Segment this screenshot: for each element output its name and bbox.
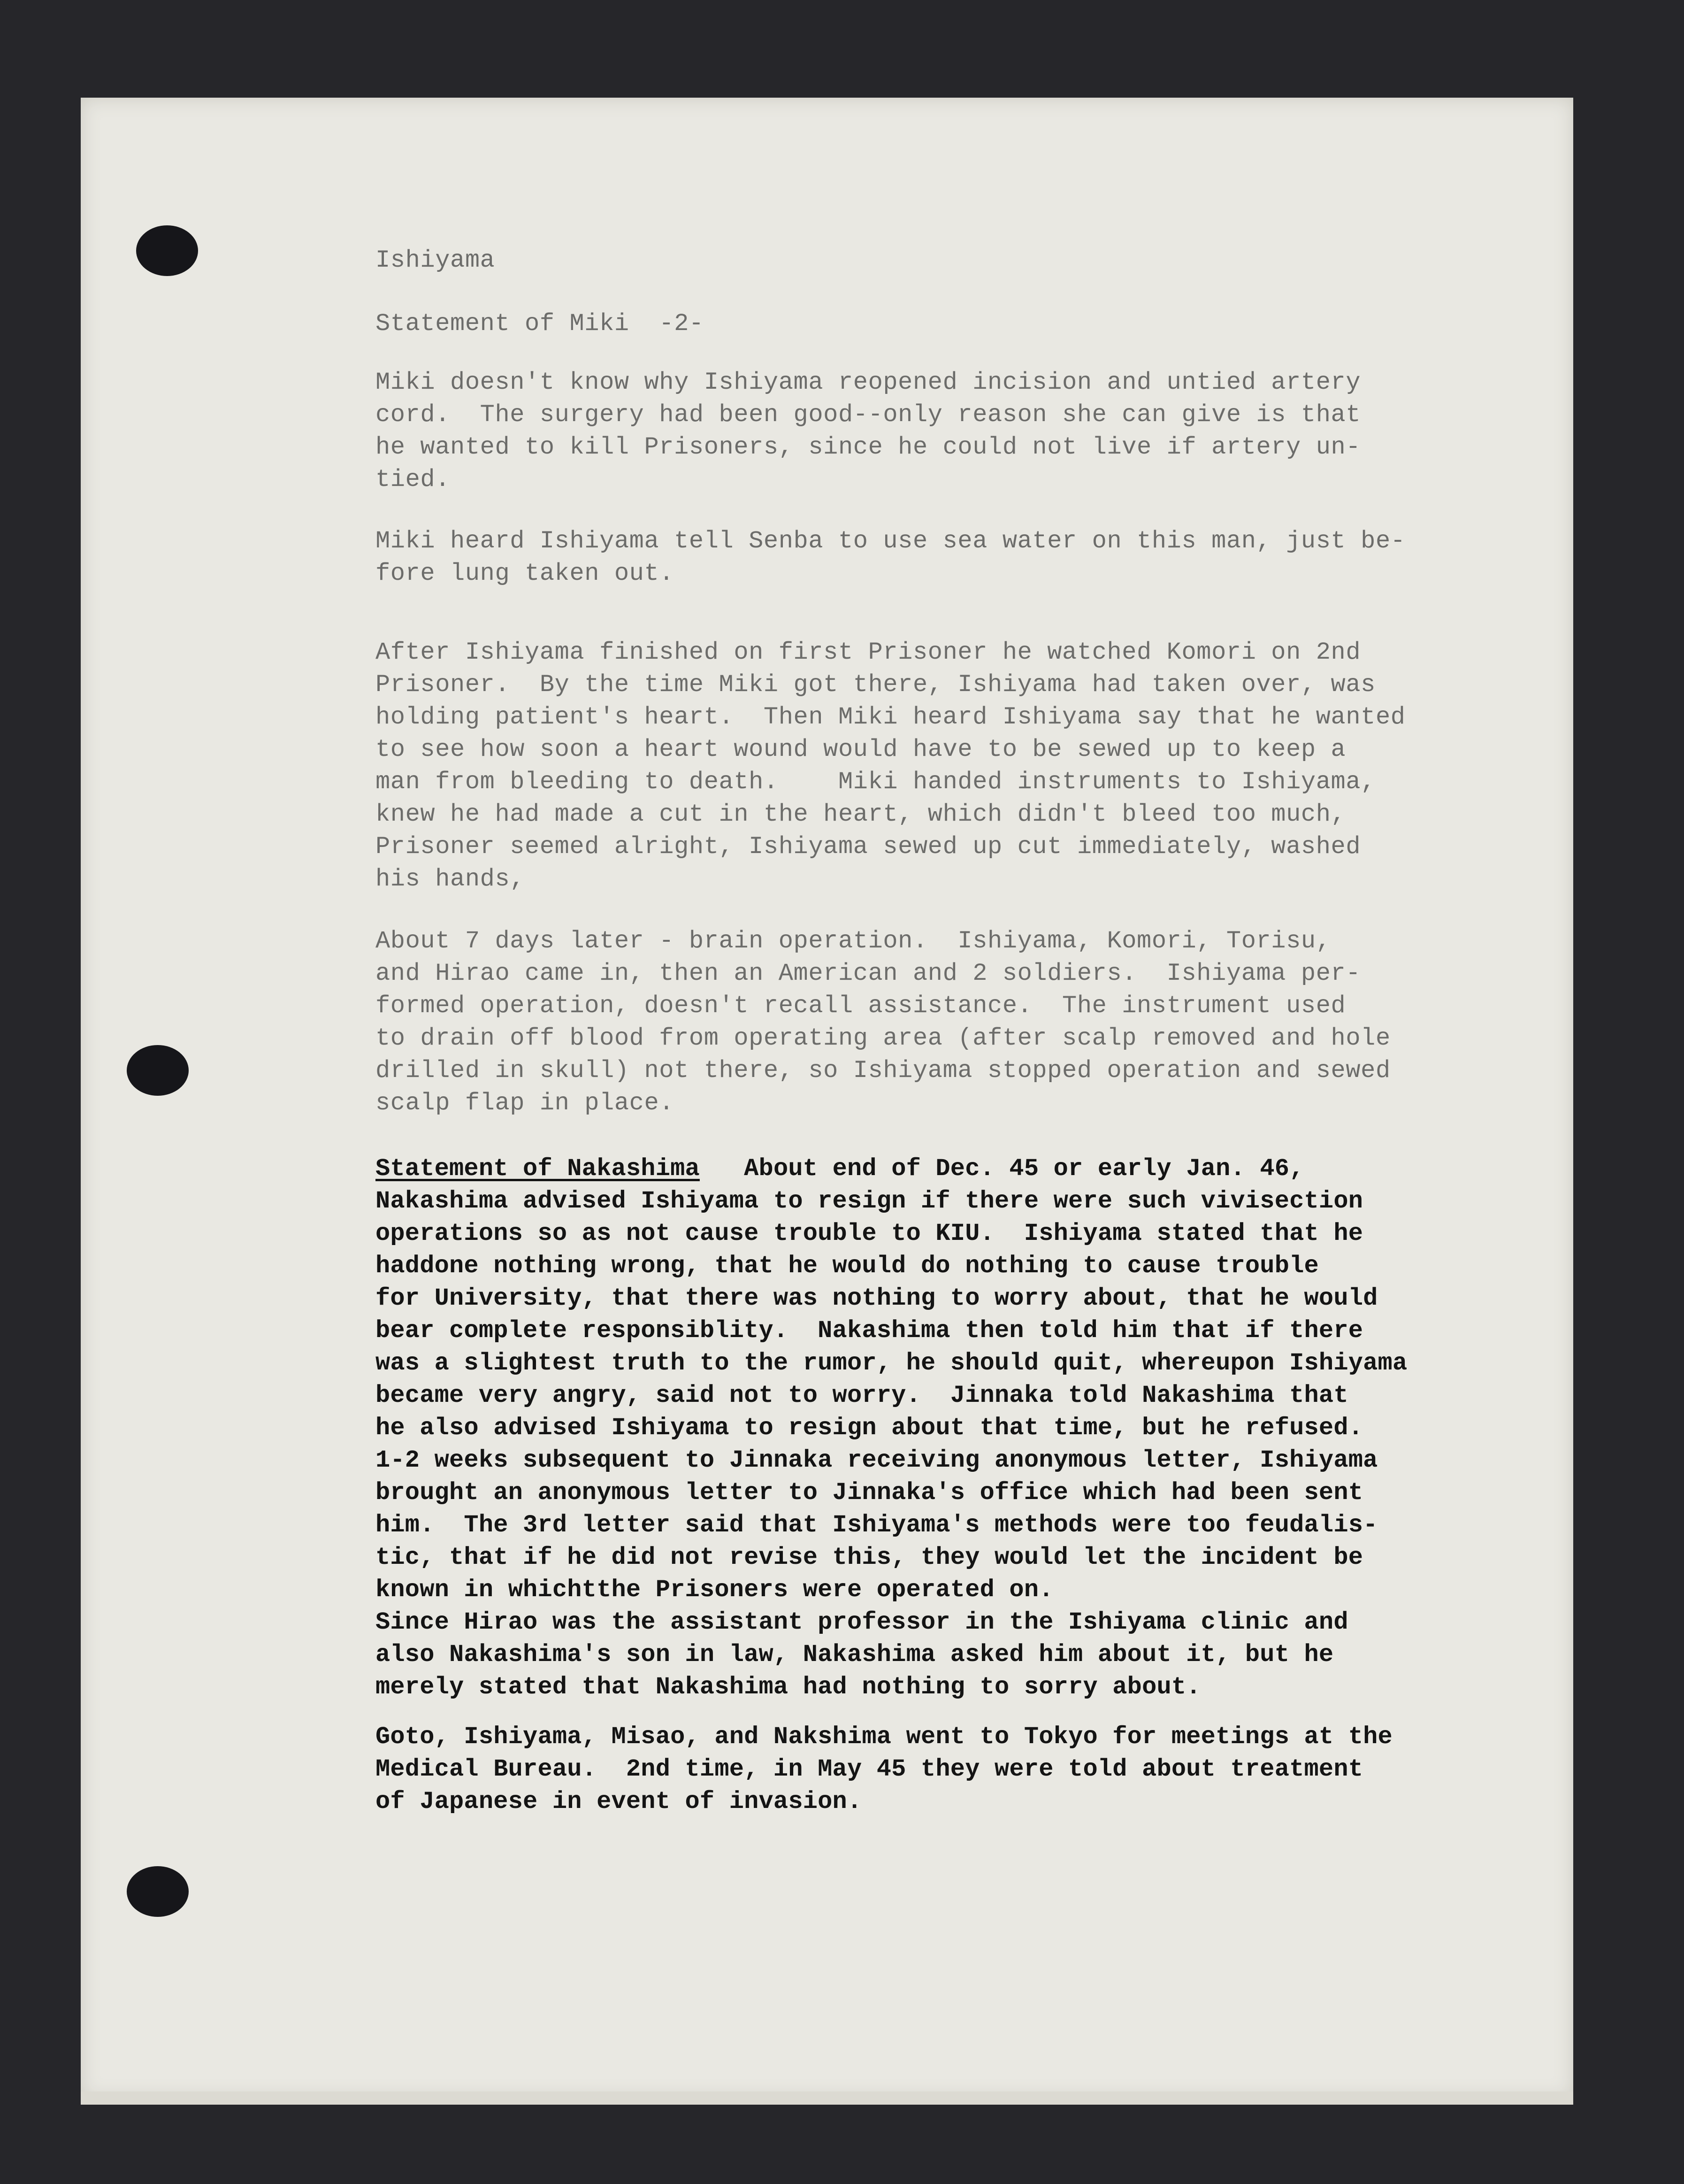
- miki-paragraph-1: Miki doesn't know why Ishiyama reopened incision and untied artery cord. The surgery had been good--only reason she can give is that he wanted to kill Prisoners, since he could not live if artery un- tied.: [375, 369, 1361, 493]
- paper-bottom-edge: [81, 2092, 1573, 2105]
- miki-paragraph-3: After Ishiyama finished on first Prisoner he watched Komori on 2nd Prisoner. By the time Miki got there, Ishiyama had taken over, was holding patient's heart. Then Miki heard Ishiyama say that he wanted to see how soon a heart wound would have to be sewed up to keep a man from bleeding to death. Miki handed instruments to Ishiyama, knew he had made a cut in the heart, which didn't bleed too much, Prisoner seemed alright, Ishiyama sewed up cut immediately, washed his hands,: [375, 638, 1406, 893]
- nakashima-statement-heading: Statement of Nakashima: [375, 1155, 700, 1183]
- closing-paragraph: Goto, Ishiyama, Misao, and Nakshima went to Tokyo for meetings at the Medical Bureau. 2nd time, in May 45 they were told about treatment of Japanese in event of invasion.: [375, 1723, 1393, 1815]
- nakashima-first-line: [375, 1153, 1525, 1185]
- punch-hole-top: [136, 225, 198, 276]
- nakashima-intro-text: About end of Dec. 45 or early Jan. 46,: [699, 1155, 1304, 1183]
- miki-paragraph-4: About 7 days later - brain operation. Ishiyama, Komori, Torisu, and Hirao came in, then an American and 2 soldiers. Ishiyama per- formed operation, doesn't recall assistance. The instrument used to drain off blood from operating area (after scalp removed and hole drilled in skull) not there, so Ishiyama stopped operation and sewed scalp flap in place.: [375, 927, 1391, 1117]
- punch-hole-middle: [127, 1045, 189, 1096]
- document-heading: Ishiyama: [375, 246, 495, 274]
- miki-paragraph-2: Miki heard Ishiyama tell Senba to use sea water on this man, just be- fore lung taken out.: [375, 527, 1406, 587]
- document-subheading: Statement of Miki -2-: [375, 310, 704, 338]
- nakashima-statement-body: Nakashima advised Ishiyama to resign if there were such vivisection operations so as not cause trouble to KIU. Ishiyama stated that he haddone nothing wrong, that he would do nothing to cause trouble for University, that there was nothing to worry about, that he would bear complete responsiblity. Nakashima then told him that if there was a slightest truth to the rumor, he should quit, whereupon Ishiyama became very angry, said not to worry. Jinnaka told Nakashima that he also advised Ishiyama to resign about that time, but he refused. 1-2 weeks subsequent to Jinnaka receiving anonymous letter, Ishiyama brought an anonymous letter to Jinnaka's office which had been sent him. The 3rd letter said that Ishiyama's methods were too feudalis- tic, that if he did not revise this, they would let the incident be known in whichtthe Prisoners were operated on. Since Hirao was the assistant professor in the Ishiyama clinic and also Nakashima's son in law, Nakashima asked him about it, but he merely stated that Nakashima had nothing to sorry about.: [375, 1187, 1408, 1701]
- punch-hole-bottom: [127, 1866, 189, 1917]
